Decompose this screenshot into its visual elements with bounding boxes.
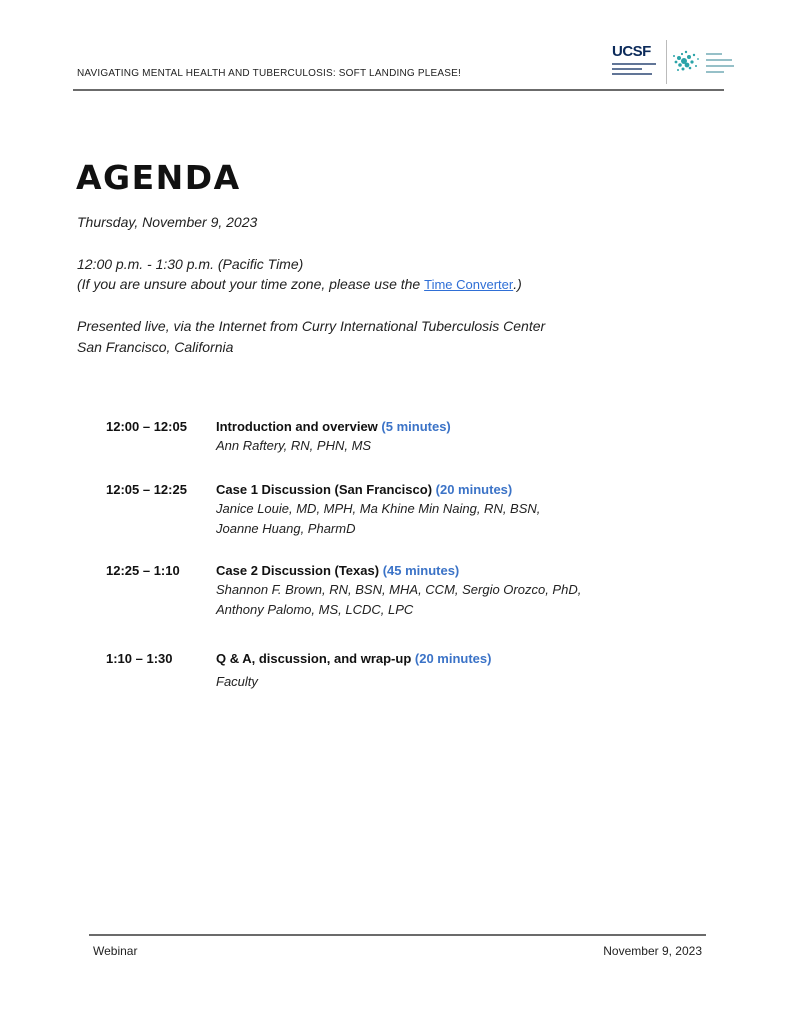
page-title: AGENDA [76,158,241,197]
logo-divider [666,40,667,84]
agenda-row-title [216,563,459,578]
ucsf-logo-subtext-line [612,73,652,75]
presenters-line: Faculty [216,674,258,689]
curry-logo-text-line [706,65,734,67]
agenda-item-title: Q & A, discussion, and wrap-up [216,651,412,666]
presented-line-2: San Francisco, California [77,339,234,355]
presenters-line: Joanne Huang, PharmD [216,521,356,536]
header-logos [612,40,736,84]
curry-logo-text-line [706,59,732,61]
agenda-item-title: Case 2 Discussion (Texas) [216,563,380,578]
agenda-item-duration: (20 minutes) [435,482,513,497]
curry-center-logo [670,46,736,80]
agenda-row-presenters [216,580,581,620]
agenda-item-duration: (45 minutes) [382,563,460,578]
presenters-line: Anthony Palomo, MS, LCDC, LPC [216,602,414,617]
agenda-row-title [216,482,512,497]
time-converter-link[interactable]: Time Converter [424,277,514,292]
agenda-row-presenters [216,672,258,692]
presented-line-1: Presented live, via the Internet from Curry International Tuberculosis Center [77,318,546,334]
agenda-item-title: Case 1 Discussion (San Francisco) [216,482,433,497]
footer-divider [89,934,706,936]
agenda-row-presenters [216,436,371,456]
agenda-row-title [216,419,451,434]
header-title: NAVIGATING MENTAL HEALTH AND TUBERCULOSIS: SOFT LANDING PLEASE! [77,68,461,79]
agenda-row-time: 12:05 – 12:25 [106,482,187,497]
curry-logo-text-line [706,71,724,73]
timezone-note [77,274,522,295]
presenters-line: Janice Louie, MD, MPH, Ma Khine Min Naing, RN, BSN, [216,501,541,516]
curry-logo-text-line [706,53,722,55]
curry-dots-icon [670,46,704,80]
footer-left-text: Webinar [93,944,138,958]
agenda-item-duration: (20 minutes) [414,651,492,666]
agenda-row-time: 1:10 – 1:30 [106,651,173,666]
agenda-item-title: Introduction and overview [216,419,378,434]
presenters-line: Shannon F. Brown, RN, BSN, MHA, CCM, Sergio Orozco, PhD, [216,582,582,597]
event-date: Thursday, November 9, 2023 [77,214,258,230]
event-time: 12:00 p.m. - 1:30 p.m. (Pacific Time) [77,256,304,272]
ucsf-logo-subtext-line [612,63,656,65]
ucsf-logo-text: UCSF [612,43,651,60]
ucsf-logo-subtext-line [612,68,642,70]
agenda-row-time: 12:25 – 1:10 [106,563,180,578]
agenda-item-duration: (5 minutes) [381,419,451,434]
agenda-row-presenters [216,499,540,539]
timezone-note-prefix: (If you are unsure about your time zone, please use the [77,276,425,292]
agenda-row-title [216,651,491,666]
footer-date: November 9, 2023 [603,944,702,958]
timezone-note-suffix: .) [513,276,522,292]
ucsf-logo [612,44,662,80]
presenters-line: Ann Raftery, RN, PHN, MS [216,438,372,453]
agenda-row-time: 12:00 – 12:05 [106,419,187,434]
header-divider [73,89,724,91]
